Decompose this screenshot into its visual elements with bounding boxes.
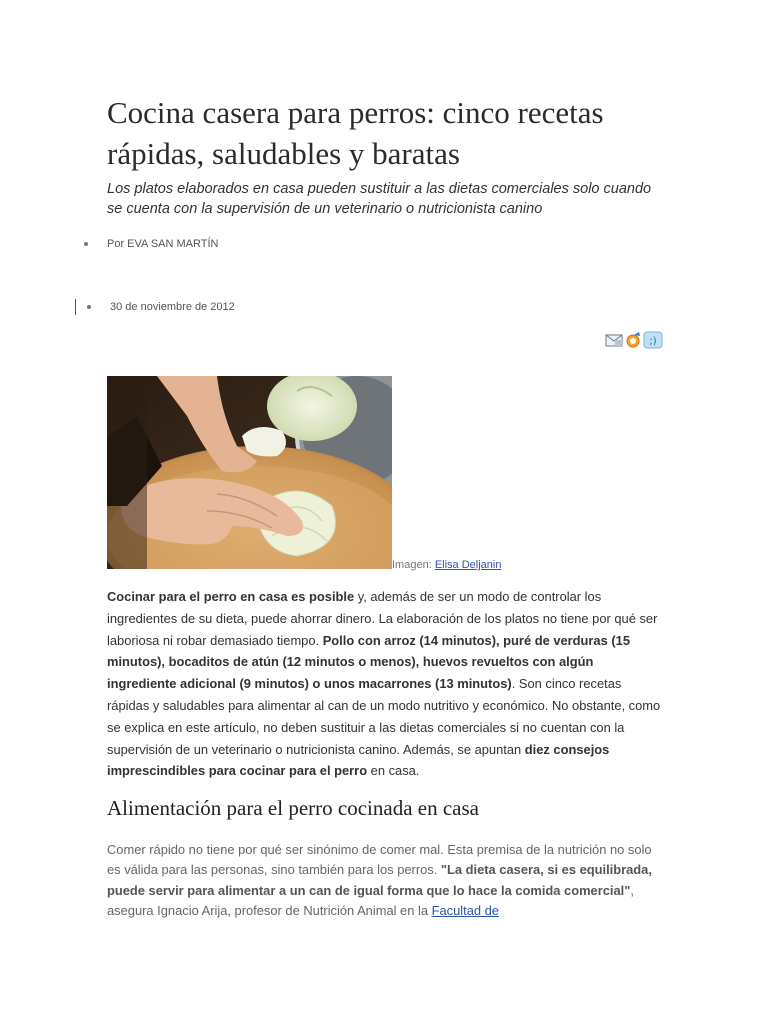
author-bullet	[84, 242, 88, 246]
intro-text-1: y, además de ser un modo de controlar los ingredientes de su dieta, puede ahorrar dinero. La elaboración de los platos no tiene por qué ser laboriosa ni robar demasiado tiempo.	[107, 589, 658, 648]
intro-text-3: en casa.	[367, 763, 420, 779]
meta-divider	[75, 299, 76, 315]
article-headline: Cocina casera para perros: cinco recetas rápidas, saludables y baratas	[107, 95, 604, 171]
chat-icon[interactable]	[643, 331, 663, 354]
svg-text:;): ;)	[649, 335, 657, 347]
intro-paragraph	[107, 586, 663, 782]
intro-bold-3: diez consejos imprescindibles para cocinar para el perro	[107, 741, 610, 779]
date-bullet	[87, 305, 91, 309]
faculty-link[interactable]: Facultad de	[431, 902, 499, 918]
share-toolbar	[605, 333, 663, 351]
caption-label: Imagen:	[392, 559, 435, 571]
email-icon[interactable]	[605, 333, 623, 352]
body-text-1: Comer rápido no tiene por qué ser sinónimo de comer mal. Esta premisa de la nutrición no solo es válida para las personas, sino también para los perros.	[107, 842, 652, 878]
body-quote: "La dieta casera, si es equilibrada, puede servir para alimentar a un can de igual forma que lo hace la comida comercial"	[107, 862, 652, 898]
author-byline: Por EVA SAN MARTÍN	[107, 238, 219, 250]
section-title: Alimentación para el perro cocinada en casa	[107, 796, 479, 820]
photographer-link[interactable]: Elisa Deljanin	[434, 559, 502, 571]
intro-bold-2: Pollo con arroz (14 minutos), puré de verduras (15 minutos), bocaditos de atún (12 minutos o menos), huevos revueltos con algún ingrediente adicional (9 minutos) o unos macarrones (13 minutos)	[107, 632, 630, 692]
bookmark-icon[interactable]	[625, 331, 641, 354]
article-date: 30 de noviembre de 2012	[110, 301, 235, 313]
article-photo	[107, 376, 392, 569]
image-caption	[392, 559, 501, 571]
body-paragraph	[107, 840, 663, 921]
article-subheadline: Los platos elaborados en casa pueden sustituir a las dietas comerciales solo cuando se cuenta con la supervisión de un veterinario o nutricionista canino	[107, 181, 652, 217]
body-text-2: , asegura Ignacio Arija, profesor de Nutrición Animal en la	[107, 882, 634, 918]
intro-text-2: . Son cinco recetas rápidas y saludables para alimentar al can de un modo nutritivo y económico. No obstante, como se explica en este artículo, no deben sustituir a las dietas comerciales si no cuentan con la supervisión de un veterinario o nutricionista canino. Además, se apuntan	[107, 676, 661, 757]
intro-bold-1: Cocinar para el perro en casa es posible	[107, 589, 355, 604]
